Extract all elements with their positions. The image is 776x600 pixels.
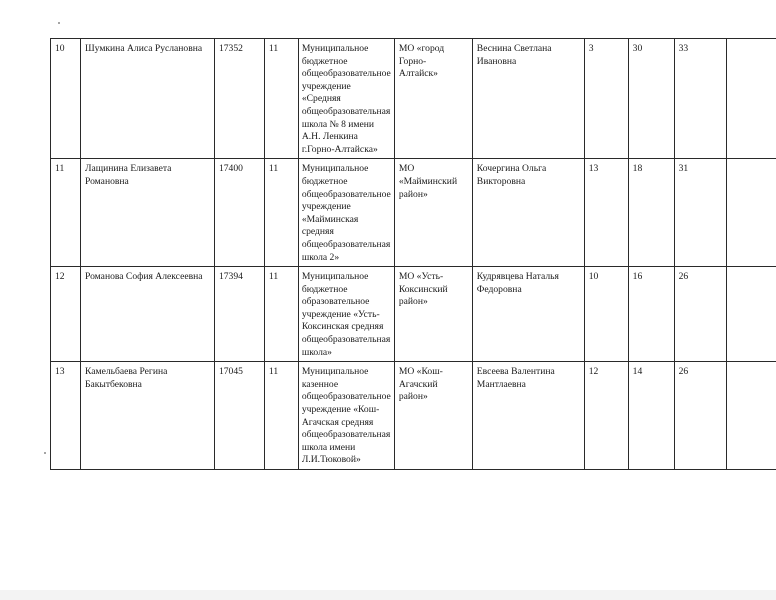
teacher-line: Кудрявцева Наталья xyxy=(476,271,559,283)
school-line: бюджетное xyxy=(301,175,348,187)
empty-cell xyxy=(726,39,776,159)
total-score-cell: 31 xyxy=(674,159,726,267)
grade-cell: 11 xyxy=(264,362,298,470)
district-cell xyxy=(394,159,472,267)
scan-bottom-shade xyxy=(0,590,776,600)
results-table xyxy=(50,38,776,470)
student-name-line: Лащинина Елизавета xyxy=(84,163,172,175)
teacher-cell xyxy=(472,362,584,470)
school-line: общеобразовательная xyxy=(301,238,391,250)
school-line: А.Н. Ленкина xyxy=(301,131,358,143)
teacher-cell xyxy=(472,159,584,267)
empty-cell xyxy=(726,362,776,470)
empty-cell xyxy=(726,159,776,267)
score-part2-cell: 18 xyxy=(628,159,674,267)
teacher-cell xyxy=(472,267,584,362)
school-cell xyxy=(298,362,394,470)
school-line: учреждение xyxy=(301,80,351,92)
row-number-cell: 10 xyxy=(51,39,81,159)
school-line: «Майминская xyxy=(301,213,359,225)
district-cell xyxy=(394,267,472,362)
score-part1-cell: 3 xyxy=(584,39,628,159)
school-line: Муниципальное xyxy=(301,163,369,175)
participant-code-cell: 17352 xyxy=(214,39,264,159)
student-name-line: Романовна xyxy=(84,175,129,187)
district-line: Агачский xyxy=(398,378,438,390)
table-row xyxy=(51,39,776,159)
scan-speck xyxy=(58,22,60,24)
school-line: Муниципальное xyxy=(301,43,369,54)
school-line: общеобразовательное xyxy=(301,68,391,80)
school-line: учреждение «Кош- xyxy=(301,404,380,416)
grade-cell: 11 xyxy=(264,159,298,267)
teacher-line: Викторовна xyxy=(476,175,526,187)
school-line: общеобразовательное xyxy=(301,391,391,403)
district-line: Алтайск» xyxy=(398,68,438,80)
score-part1-cell: 13 xyxy=(584,159,628,267)
student-name-line: Камельбаева Регина xyxy=(84,366,168,378)
school-line: «Средняя xyxy=(301,93,341,105)
school-line: бюджетное xyxy=(301,283,348,295)
school-line: учреждение «Усть- xyxy=(301,308,380,320)
student-name-line: Бакытбековна xyxy=(84,378,142,390)
scan-speck xyxy=(44,452,46,454)
table-row xyxy=(51,267,776,362)
district-line: район» xyxy=(398,391,428,403)
district-line: МО «Усть- xyxy=(398,271,444,283)
school-cell xyxy=(298,267,394,362)
total-score-cell: 33 xyxy=(674,39,726,159)
school-line: школа имени xyxy=(301,441,356,453)
empty-cell xyxy=(726,267,776,362)
participant-code-cell: 17045 xyxy=(214,362,264,470)
district-line: МО «город xyxy=(398,43,445,54)
school-line: общеобразовательная xyxy=(301,334,391,346)
row-number-cell: 13 xyxy=(51,362,81,470)
district-line: МО xyxy=(398,163,415,175)
student-name-line: Шумкина Алиса Руслановна xyxy=(84,43,203,54)
school-line: общеобразовательное xyxy=(301,188,391,200)
school-line: школа 2» xyxy=(301,251,340,263)
district-line: МО «Кош- xyxy=(398,366,443,378)
table-row xyxy=(51,159,776,267)
teacher-line: Веснина Светлана xyxy=(476,43,552,54)
total-score-cell: 26 xyxy=(674,362,726,470)
district-line: район» xyxy=(398,188,428,200)
score-part1-cell: 10 xyxy=(584,267,628,362)
school-line: общеобразовательная xyxy=(301,105,391,117)
grade-cell: 11 xyxy=(264,267,298,362)
score-part1-cell: 12 xyxy=(584,362,628,470)
participant-code-cell: 17394 xyxy=(214,267,264,362)
school-line: Муниципальное xyxy=(301,366,369,378)
teacher-line: Федоровна xyxy=(476,283,522,295)
student-name-cell xyxy=(80,39,214,159)
school-line: казенное xyxy=(301,378,339,390)
school-line: Л.И.Тюковой» xyxy=(301,454,361,466)
teacher-cell xyxy=(472,39,584,159)
district-line: район» xyxy=(398,296,428,308)
school-line: учреждение xyxy=(301,201,351,213)
table-row xyxy=(51,362,776,470)
district-line: Горно- xyxy=(398,55,427,67)
row-number-cell: 12 xyxy=(51,267,81,362)
total-score-cell: 26 xyxy=(674,267,726,362)
teacher-line: Евсеева Валентина xyxy=(476,366,555,378)
school-line: общеобразовательная xyxy=(301,429,391,441)
school-line: бюджетное xyxy=(301,55,348,67)
school-line: Коксинская средняя xyxy=(301,321,384,333)
school-line: образовательное xyxy=(301,296,370,308)
score-part2-cell: 16 xyxy=(628,267,674,362)
district-line: Коксинский xyxy=(398,283,448,295)
participant-code-cell: 17400 xyxy=(214,159,264,267)
school-line: Муниципальное xyxy=(301,271,369,283)
district-cell xyxy=(394,362,472,470)
student-name-cell xyxy=(80,362,214,470)
row-number-cell: 11 xyxy=(51,159,81,267)
district-cell xyxy=(394,39,472,159)
teacher-line: Кочергина Ольга xyxy=(476,163,547,175)
school-line: школа № 8 имени xyxy=(301,118,374,130)
school-line: Агачская средняя xyxy=(301,416,374,428)
score-part2-cell: 30 xyxy=(628,39,674,159)
school-line: школа» xyxy=(301,346,332,358)
school-line: средняя xyxy=(301,226,334,238)
table-body xyxy=(51,39,776,470)
teacher-line: Ивановна xyxy=(476,55,517,67)
school-cell xyxy=(298,39,394,159)
student-name-cell xyxy=(80,267,214,362)
teacher-line: Мантлаевна xyxy=(476,378,526,390)
school-cell xyxy=(298,159,394,267)
school-line: г.Горно-Алтайска» xyxy=(301,143,378,155)
district-line: «Майминский xyxy=(398,175,458,187)
score-part2-cell: 14 xyxy=(628,362,674,470)
grade-cell: 11 xyxy=(264,39,298,159)
student-name-cell xyxy=(80,159,214,267)
student-name-line: Романова София Алексеевна xyxy=(84,271,203,283)
